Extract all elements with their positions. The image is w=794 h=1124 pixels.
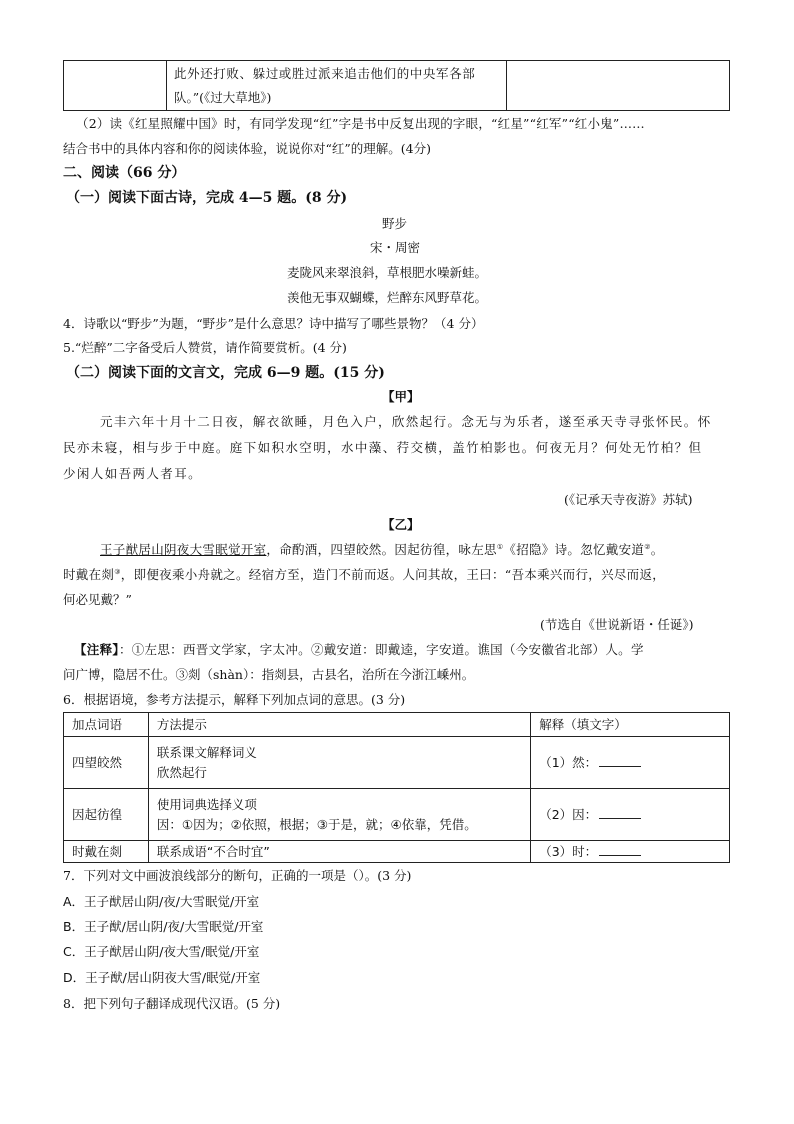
- table-header: 解释（填文字）: [531, 713, 730, 737]
- answer-label: （1）然：: [539, 754, 598, 770]
- part2-title: （二）阅读下面的文言文，完成 6—9 题。(15 分): [66, 365, 385, 381]
- poem-author: 宋・周密: [370, 240, 421, 255]
- table-divider: [506, 61, 507, 110]
- method-hint: [148, 789, 530, 841]
- hint-line: 欣然起行: [156, 764, 207, 780]
- passage-yi-label: 【乙】: [382, 517, 420, 532]
- table-header: 方法提示: [148, 713, 530, 737]
- answer-blank[interactable]: [599, 755, 641, 767]
- table-cell-text: 此外还打败、躲过或胜过派来追击他们的中央军各部: [174, 66, 476, 81]
- passage-text: ，即便夜乘小舟就之。经宿方至，造门不前而返。人问其故，王曰：“吾本乘兴而行，兴尽而返，: [120, 567, 666, 582]
- note-marker: ①: [496, 542, 504, 551]
- table-row: [64, 789, 730, 841]
- passage-jia-line: 元丰六年十月十二日夜，解衣欲睡，月色入户，欣然起行。念无与为乐者，遂至承天寺寻张怀民。怀: [100, 414, 712, 429]
- passage-jia-source: (《记承天寺夜游》苏轼): [564, 492, 693, 507]
- notes-label: 【注释】: [74, 642, 119, 657]
- answer-label: （3）时：: [539, 843, 598, 859]
- question-7-stem: [63, 868, 411, 884]
- notes-text: ：①左思：西晋文学家，字太冲。②戴安道：即戴逵，字安道。谯国（今安徽省北部）人。学: [118, 642, 644, 657]
- note-marker: ③: [114, 567, 121, 576]
- stem-text: 7．下列对文中画波浪线部分的断句，: [63, 868, 271, 883]
- table-row: [64, 737, 730, 789]
- poem-title: 野步: [382, 216, 408, 231]
- hint-line: 使用词典选择义项: [156, 796, 257, 812]
- option-c[interactable]: C．王子猷居山阴/夜大雪/眠觉/开室: [63, 944, 260, 959]
- hint-line: 因：①因为；②依照，根据；③于是，就；④依靠，凭借。: [156, 816, 477, 832]
- question-6-stem: 6．根据语境，参考方法提示，解释下列加点词的意思。(3 分): [63, 692, 406, 707]
- poem-line: 麦陇风来翠浪斜，草根肥水噪新蛙。: [287, 265, 488, 280]
- answer-cell: [531, 737, 730, 789]
- question-2-line1: （2）读《红星照耀中国》时，有同学发现“红”字是书中反复出现的字眼，“红星”“红军”“红小鬼”……: [76, 116, 645, 131]
- emphasized-word: 正确: [270, 868, 296, 883]
- method-table: [63, 712, 730, 863]
- table-row: [64, 841, 730, 863]
- stem-text: 的一项是（）。(3 分): [295, 868, 412, 883]
- passage-yi-line: [100, 542, 664, 558]
- option-d[interactable]: D．王子猷/居山阴夜大雪/眠觉/开室: [63, 970, 261, 985]
- section-title: 二、阅读（66 分）: [63, 165, 186, 181]
- question-5: 5.“烂醉”二字备受后人赞赏，请作简要赏析。(4 分): [63, 340, 347, 355]
- question-8-stem: 8．把下列句子翻译成现代汉语。(5 分): [63, 996, 281, 1011]
- passage-yi-line: 何必见戴？”: [63, 592, 132, 607]
- method-hint: [148, 737, 530, 789]
- wavy-underlined-sentence: 王子猷居山阴夜大雪眠觉开室: [100, 542, 267, 557]
- answer-cell: [531, 841, 730, 863]
- top-table-fragment: [63, 60, 730, 111]
- table-cell-text: 队。”(《过大草地》): [174, 90, 272, 105]
- passage-text: 。: [650, 542, 664, 557]
- question-2-line2: 结合书中的具体内容和你的阅读体验，说说你对“红”的理解。(4分): [63, 141, 431, 156]
- passage-text: ，命酌酒，四望皎然。因起彷徨，咏左思: [266, 542, 497, 557]
- notes-line: 问广博，隐居不仕。③剡（shàn）：指剡县，古县名，治所在今浙江嵊州。: [63, 667, 475, 682]
- method-hint: 联系成语“不合时宜”: [148, 841, 530, 863]
- answer-blank[interactable]: [599, 844, 641, 856]
- note-marker: ②: [644, 542, 651, 551]
- dotted-word: 因起彷徨: [64, 789, 149, 841]
- hint-line: 联系课文解释词义: [156, 744, 257, 760]
- poem-line: 羡他无事双蝴蝶，烂醉东风野草花。: [287, 290, 488, 305]
- passage-jia-label: 【甲】: [382, 389, 420, 404]
- dotted-word: 四望皎然: [64, 737, 149, 789]
- notes-line: [74, 642, 644, 658]
- dotted-word: 时戴在剡: [64, 841, 149, 863]
- answer-blank[interactable]: [599, 807, 641, 819]
- question-4: 4．诗歌以“野步”为题，“野步”是什么意思？诗中描写了哪些景物？（4 分）: [63, 316, 484, 331]
- passage-text: 时戴在剡: [63, 567, 115, 582]
- table-header-row: [64, 713, 730, 737]
- passage-yi-source: (节选自《世说新语・任诞》): [540, 617, 694, 632]
- option-b[interactable]: B．王子猷/居山阴/夜/大雪眠觉/开室: [63, 919, 264, 934]
- passage-text: 《招隐》诗。忽忆戴安道: [503, 542, 645, 557]
- table-header: 加点词语: [64, 713, 149, 737]
- passage-jia-line: 民亦未寝，相与步于中庭。庭下如积水空明，水中藻、荇交横，盖竹柏影也。何夜无月？何处无竹柏？但: [63, 440, 703, 455]
- passage-yi-line: [63, 567, 665, 583]
- table-divider: [166, 61, 167, 110]
- option-a[interactable]: A．王子猷居山阴/夜/大雪眠觉/开室: [63, 894, 260, 909]
- answer-label: （2）因：: [539, 806, 598, 822]
- passage-jia-line: 少闲人如吾两人者耳。: [63, 466, 203, 481]
- part1-title: （一）阅读下面古诗，完成 4—5 题。(8 分): [66, 190, 348, 206]
- answer-cell: [531, 789, 730, 841]
